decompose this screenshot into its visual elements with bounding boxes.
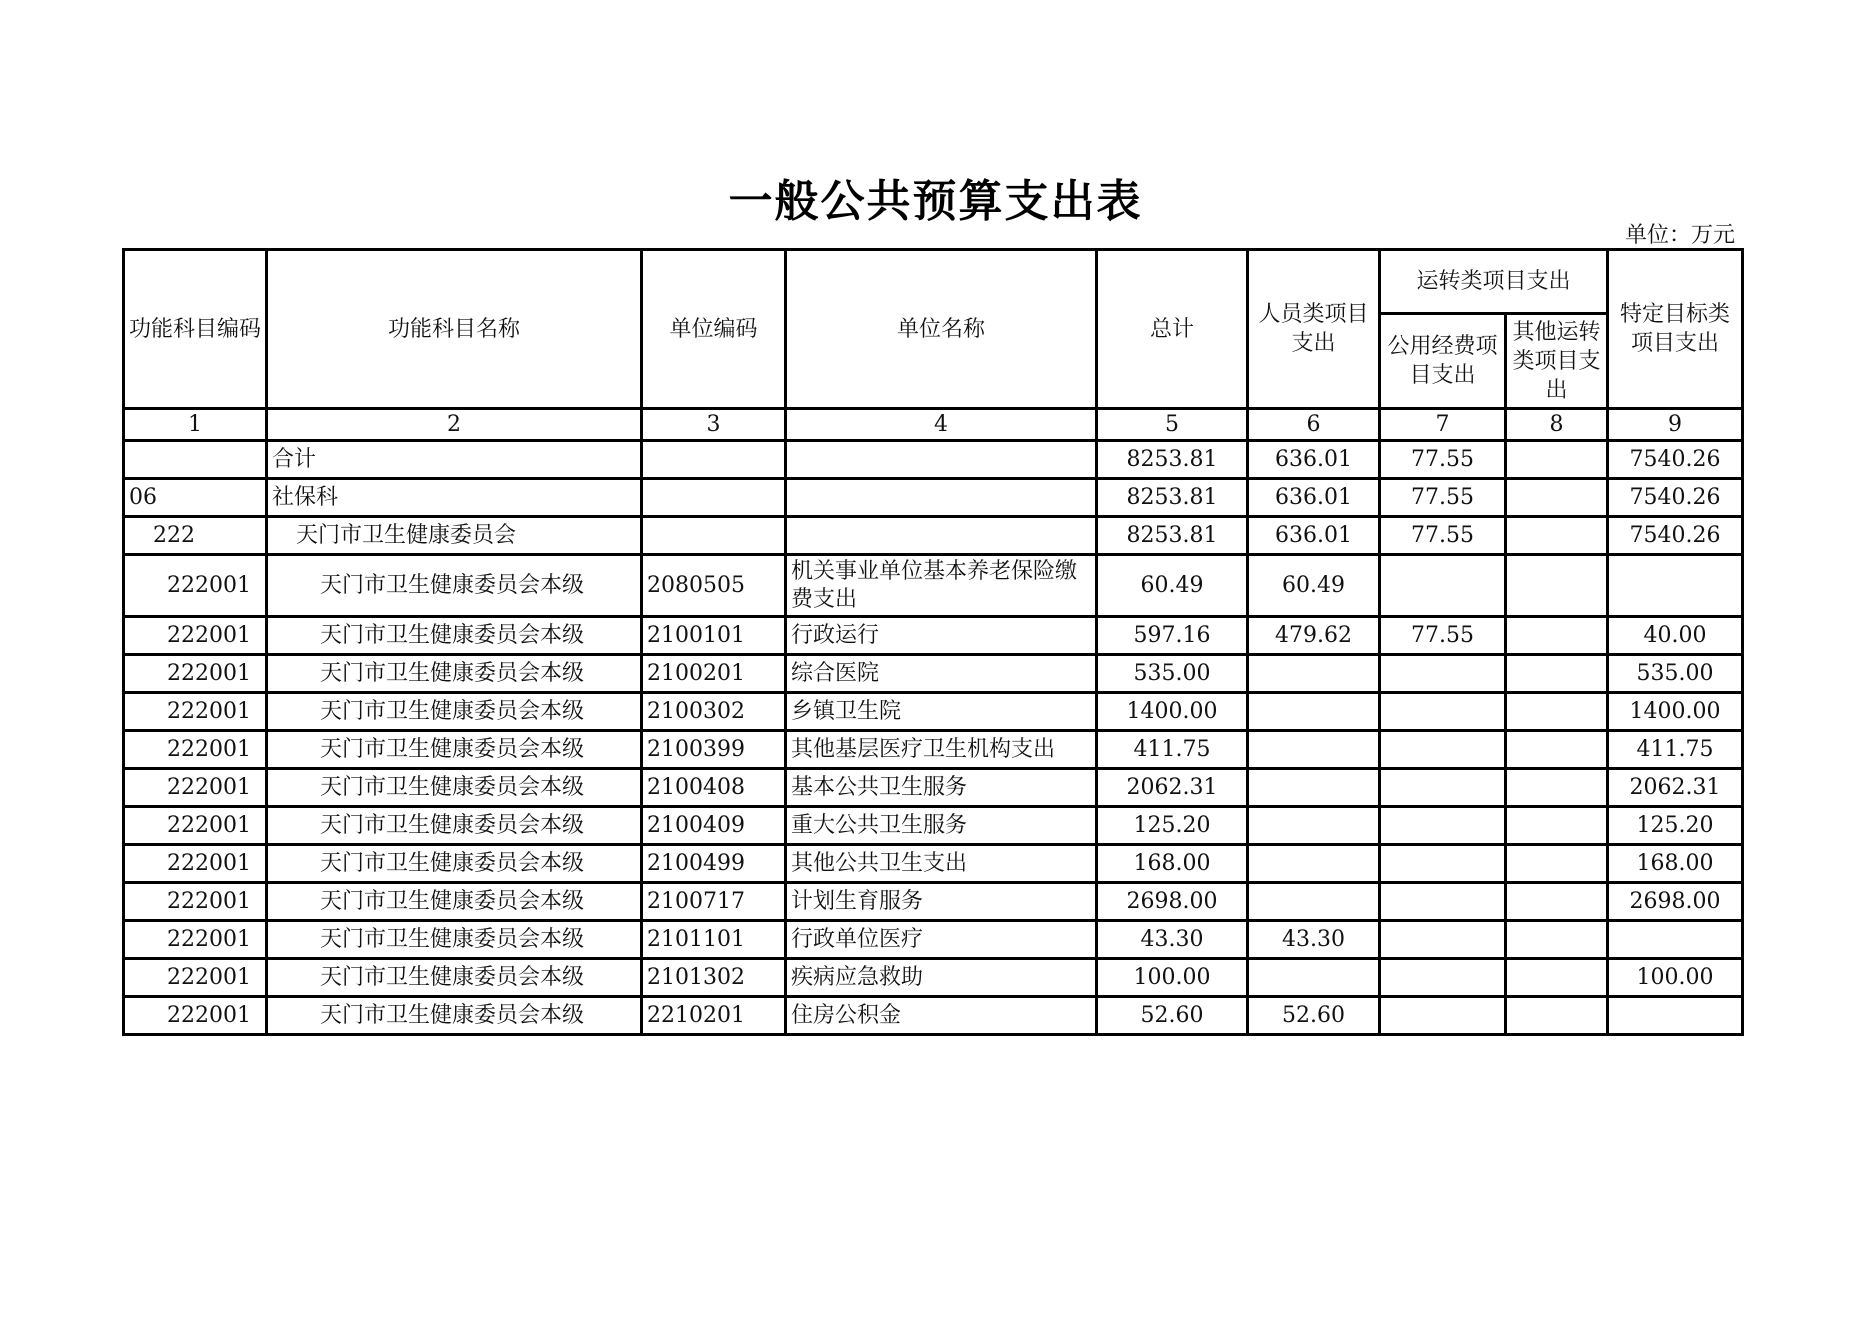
unit-code-cell: 2100399 [642, 731, 786, 769]
header-special: 特定目标类项目支出 [1608, 250, 1743, 409]
other-operating-cell [1506, 555, 1608, 617]
func-code-cell: 222001 [124, 959, 267, 997]
unit-code-cell: 2210201 [642, 997, 786, 1035]
personnel-cell [1248, 807, 1380, 845]
other-operating-cell [1506, 807, 1608, 845]
unit-code-cell: 2100302 [642, 693, 786, 731]
other-operating-cell [1506, 997, 1608, 1035]
personnel-cell: 43.30 [1248, 921, 1380, 959]
special-cell: 7540.26 [1608, 479, 1743, 517]
func-name-cell: 天门市卫生健康委员会本级 [267, 769, 642, 807]
header-unit-name: 单位名称 [786, 250, 1097, 409]
public-funds-cell [1380, 845, 1506, 883]
func-name-cell: 天门市卫生健康委员会本级 [267, 807, 642, 845]
unit-name-cell [786, 517, 1097, 555]
public-funds-cell [1380, 921, 1506, 959]
table-row [124, 555, 1743, 617]
total-cell: 52.60 [1097, 997, 1248, 1035]
func-name-cell: 天门市卫生健康委员会本级 [267, 997, 642, 1035]
table-row [124, 517, 1743, 555]
col-index: 7 [1380, 409, 1506, 441]
personnel-cell [1248, 693, 1380, 731]
special-cell: 125.20 [1608, 807, 1743, 845]
total-cell: 43.30 [1097, 921, 1248, 959]
public-funds-cell: 77.55 [1380, 441, 1506, 479]
unit-code-cell: 2101101 [642, 921, 786, 959]
total-cell: 8253.81 [1097, 441, 1248, 479]
table-row [124, 479, 1743, 517]
personnel-cell [1248, 959, 1380, 997]
unit-code-cell: 2101302 [642, 959, 786, 997]
personnel-cell: 636.01 [1248, 441, 1380, 479]
col-index: 1 [124, 409, 267, 441]
table-row [124, 617, 1743, 655]
personnel-cell [1248, 769, 1380, 807]
total-cell: 100.00 [1097, 959, 1248, 997]
total-cell: 2698.00 [1097, 883, 1248, 921]
func-code-cell: 222001 [124, 807, 267, 845]
public-funds-cell [1380, 769, 1506, 807]
func-code-cell: 222 [124, 517, 267, 555]
other-operating-cell [1506, 693, 1608, 731]
unit-name-cell: 行政运行 [786, 617, 1097, 655]
header-operating-group: 运转类项目支出 [1380, 250, 1608, 314]
table-row [124, 731, 1743, 769]
special-cell [1608, 555, 1743, 617]
func-code-cell [124, 441, 267, 479]
special-cell: 411.75 [1608, 731, 1743, 769]
table-row [124, 959, 1743, 997]
header-unit-code: 单位编码 [642, 250, 786, 409]
unit-code-cell: 2080505 [642, 555, 786, 617]
unit-name-cell: 行政单位医疗 [786, 921, 1097, 959]
header-func-name: 功能科目名称 [267, 250, 642, 409]
table-row [124, 769, 1743, 807]
other-operating-cell [1506, 479, 1608, 517]
func-name-cell: 天门市卫生健康委员会本级 [267, 655, 642, 693]
func-name-cell: 天门市卫生健康委员会本级 [267, 921, 642, 959]
personnel-cell: 636.01 [1248, 517, 1380, 555]
unit-code-cell [642, 479, 786, 517]
unit-code-cell: 2100101 [642, 617, 786, 655]
func-code-cell: 222001 [124, 921, 267, 959]
special-cell: 2062.31 [1608, 769, 1743, 807]
other-operating-cell [1506, 959, 1608, 997]
special-cell [1608, 921, 1743, 959]
func-name-cell: 社保科 [267, 479, 642, 517]
special-cell: 7540.26 [1608, 441, 1743, 479]
public-funds-cell [1380, 883, 1506, 921]
func-code-cell: 222001 [124, 883, 267, 921]
public-funds-cell: 77.55 [1380, 517, 1506, 555]
unit-code-cell [642, 517, 786, 555]
other-operating-cell [1506, 731, 1608, 769]
public-funds-cell [1380, 807, 1506, 845]
unit-name-cell: 重大公共卫生服务 [786, 807, 1097, 845]
table-row [124, 655, 1743, 693]
unit-name-cell [786, 441, 1097, 479]
header-func-code: 功能科目编码 [124, 250, 267, 409]
other-operating-cell [1506, 845, 1608, 883]
special-cell: 7540.26 [1608, 517, 1743, 555]
func-code-cell: 06 [124, 479, 267, 517]
table-row [124, 883, 1743, 921]
personnel-cell [1248, 731, 1380, 769]
unit-code-cell: 2100409 [642, 807, 786, 845]
func-code-cell: 222001 [124, 731, 267, 769]
unit-code-cell: 2100717 [642, 883, 786, 921]
column-index-row [124, 409, 1743, 441]
personnel-cell [1248, 845, 1380, 883]
func-name-cell: 天门市卫生健康委员会本级 [267, 959, 642, 997]
page-title: 一般公共预算支出表 [728, 176, 1143, 227]
other-operating-cell [1506, 655, 1608, 693]
col-index: 6 [1248, 409, 1380, 441]
public-funds-cell [1380, 693, 1506, 731]
func-name-cell: 天门市卫生健康委员会本级 [267, 555, 642, 617]
unit-code-cell: 2100408 [642, 769, 786, 807]
table-row [124, 997, 1743, 1035]
public-funds-cell [1380, 997, 1506, 1035]
public-funds-cell [1380, 959, 1506, 997]
special-cell: 2698.00 [1608, 883, 1743, 921]
other-operating-cell [1506, 441, 1608, 479]
unit-name-cell: 其他公共卫生支出 [786, 845, 1097, 883]
unit-code-cell [642, 441, 786, 479]
other-operating-cell [1506, 769, 1608, 807]
personnel-cell: 479.62 [1248, 617, 1380, 655]
total-cell: 535.00 [1097, 655, 1248, 693]
func-name-cell: 天门市卫生健康委员会本级 [267, 731, 642, 769]
unit-name-cell: 机关事业单位基本养老保险缴费支出 [786, 555, 1097, 617]
total-cell: 8253.81 [1097, 517, 1248, 555]
header-public-funds: 公用经费项目支出 [1380, 314, 1506, 409]
personnel-cell: 52.60 [1248, 997, 1380, 1035]
unit-name-cell: 乡镇卫生院 [786, 693, 1097, 731]
col-index: 8 [1506, 409, 1608, 441]
other-operating-cell [1506, 617, 1608, 655]
other-operating-cell [1506, 883, 1608, 921]
unit-name-cell [786, 479, 1097, 517]
total-cell: 8253.81 [1097, 479, 1248, 517]
total-cell: 1400.00 [1097, 693, 1248, 731]
col-index: 9 [1608, 409, 1743, 441]
header-total: 总计 [1097, 250, 1248, 409]
col-index: 3 [642, 409, 786, 441]
func-code-cell: 222001 [124, 997, 267, 1035]
public-funds-cell [1380, 555, 1506, 617]
func-code-cell: 222001 [124, 693, 267, 731]
table-row [124, 845, 1743, 883]
total-cell: 60.49 [1097, 555, 1248, 617]
col-index: 2 [267, 409, 642, 441]
func-name-cell: 天门市卫生健康委员会本级 [267, 883, 642, 921]
unit-code-cell: 2100499 [642, 845, 786, 883]
total-cell: 411.75 [1097, 731, 1248, 769]
func-name-cell: 天门市卫生健康委员会本级 [267, 693, 642, 731]
total-cell: 597.16 [1097, 617, 1248, 655]
table-row [124, 807, 1743, 845]
special-cell: 40.00 [1608, 617, 1743, 655]
func-code-cell: 222001 [124, 555, 267, 617]
personnel-cell [1248, 655, 1380, 693]
public-funds-cell [1380, 655, 1506, 693]
func-code-cell: 222001 [124, 845, 267, 883]
personnel-cell [1248, 883, 1380, 921]
total-cell: 168.00 [1097, 845, 1248, 883]
public-funds-cell [1380, 731, 1506, 769]
func-code-cell: 222001 [124, 769, 267, 807]
func-name-cell: 合计 [267, 441, 642, 479]
special-cell: 1400.00 [1608, 693, 1743, 731]
table-row [124, 693, 1743, 731]
header-personnel: 人员类项目支出 [1248, 250, 1380, 409]
unit-name-cell: 住房公积金 [786, 997, 1097, 1035]
header-other-operating: 其他运转类项目支出 [1506, 314, 1608, 409]
special-cell: 535.00 [1608, 655, 1743, 693]
func-name-cell: 天门市卫生健康委员会本级 [267, 845, 642, 883]
personnel-cell: 60.49 [1248, 555, 1380, 617]
other-operating-cell [1506, 517, 1608, 555]
unit-label: 单位：万元 [1624, 223, 1735, 248]
unit-name-cell: 计划生育服务 [786, 883, 1097, 921]
other-operating-cell [1506, 921, 1608, 959]
public-funds-cell: 77.55 [1380, 617, 1506, 655]
unit-name-cell: 基本公共卫生服务 [786, 769, 1097, 807]
public-funds-cell: 77.55 [1380, 479, 1506, 517]
table-row [124, 441, 1743, 479]
special-cell [1608, 997, 1743, 1035]
special-cell: 168.00 [1608, 845, 1743, 883]
table-row [124, 921, 1743, 959]
func-code-cell: 222001 [124, 655, 267, 693]
unit-code-cell: 2100201 [642, 655, 786, 693]
unit-name-cell: 其他基层医疗卫生机构支出 [786, 731, 1097, 769]
col-index: 5 [1097, 409, 1248, 441]
func-name-cell: 天门市卫生健康委员会 [267, 517, 642, 555]
special-cell: 100.00 [1608, 959, 1743, 997]
unit-name-cell: 疾病应急救助 [786, 959, 1097, 997]
budget-expenditure-table [122, 248, 1744, 1036]
total-cell: 2062.31 [1097, 769, 1248, 807]
personnel-cell: 636.01 [1248, 479, 1380, 517]
func-code-cell: 222001 [124, 617, 267, 655]
func-name-cell: 天门市卫生健康委员会本级 [267, 617, 642, 655]
col-index: 4 [786, 409, 1097, 441]
total-cell: 125.20 [1097, 807, 1248, 845]
unit-name-cell: 综合医院 [786, 655, 1097, 693]
